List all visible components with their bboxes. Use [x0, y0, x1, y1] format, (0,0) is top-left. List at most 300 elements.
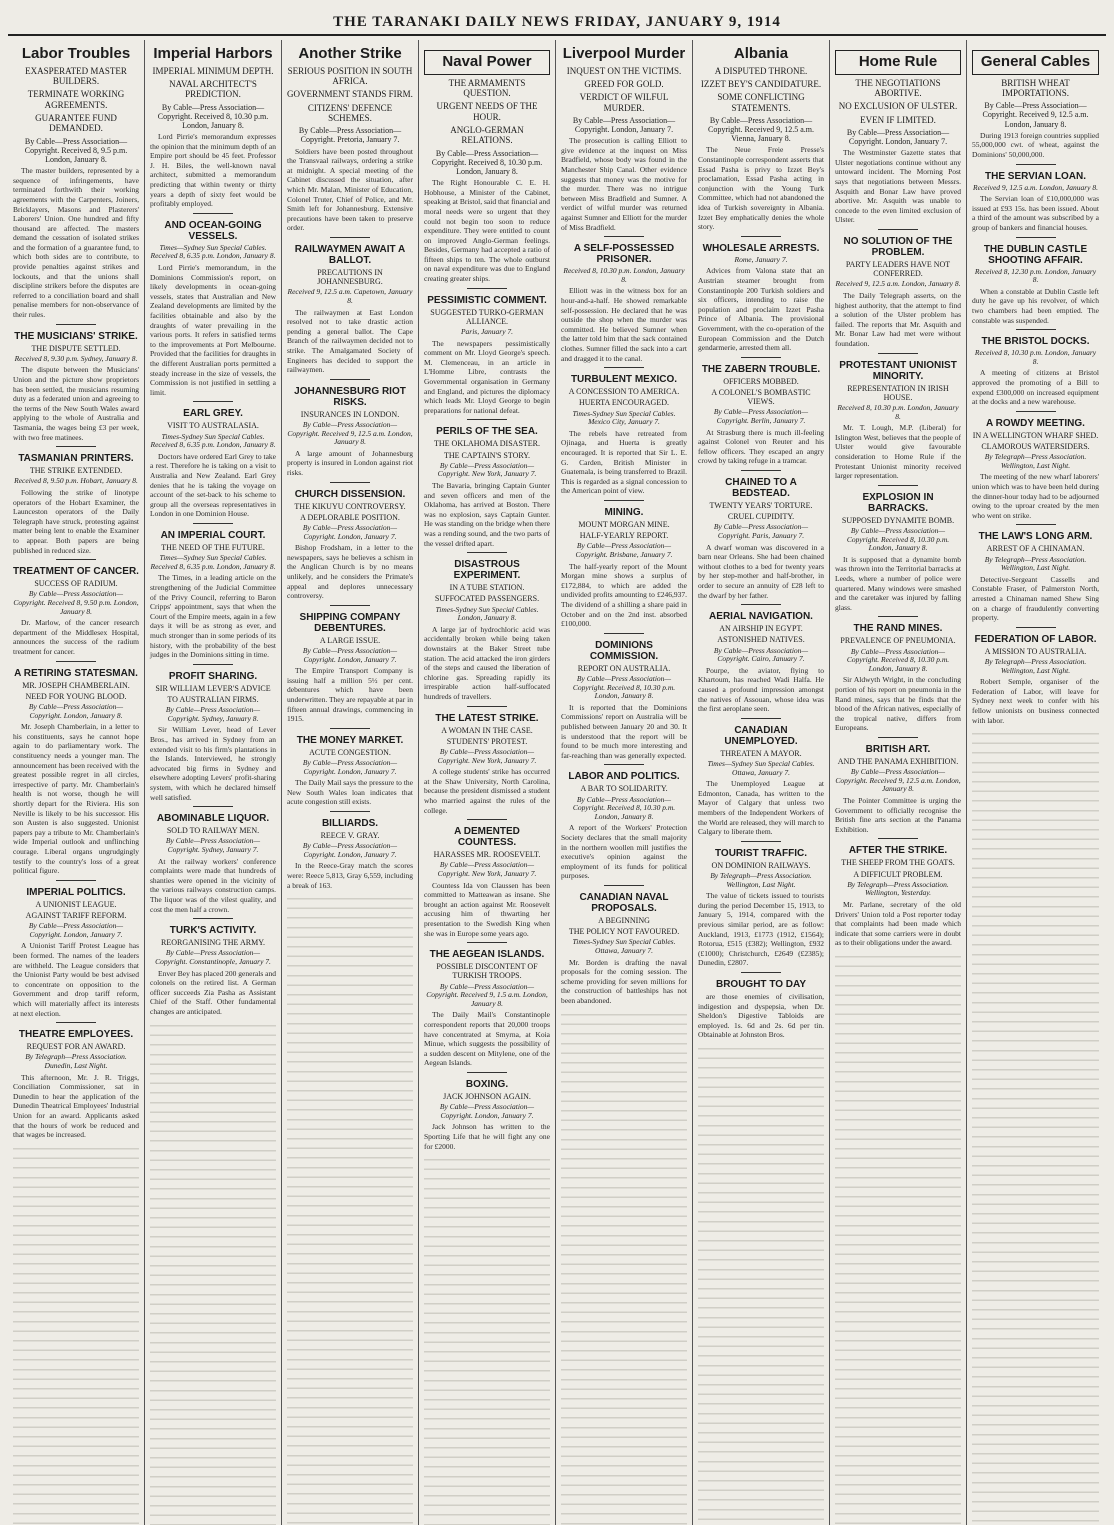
separator-rule	[878, 616, 918, 617]
story-body: Countess Ida von Claussen has been committed to Matteawan as insane. She brought an action against Mr. Roosevelt accusing him of thwarting her presentation to the Swedish King when she was in Europe some years ago.	[424, 880, 550, 938]
story-headline: PROFIT SHARING.	[168, 670, 258, 682]
separator-rule	[1016, 164, 1056, 165]
story-body: Sir Aldwyth Wright, in the concluding portion of his report on pneumonia in the Rand mines, says that he finds that the blood of the African natives, especially of the tropical native, differs from Europeans.	[835, 675, 961, 733]
story	[698, 718, 824, 837]
story-subhead: REPRESENTATION IN IRISH HOUSE.	[847, 383, 949, 402]
story	[835, 838, 961, 948]
separator-rule	[467, 942, 507, 943]
separator-rule	[467, 1072, 507, 1073]
article-body: The Westminster Gazette states that Ulster negotiations continue without any untoward incident. The Morning Post says that negotiations between Messrs. Asquith and Bonar Law have proved abortive. Mr. Asquith was unable to concede to the even limited exclusion of Ulster.	[835, 148, 961, 225]
article-body: The prosecution is calling Elliott to give evidence at the inquest on Miss Bradfield, whose body was found in the Manchester Ship Canal. Other evidence suggests that money was the motive for the murder. There was no intrigue between Miss Bradfield and Sumner. A verdict of wilful murder was returned against Sumner and Elliott for the murder of Miss Bradfield.	[561, 136, 687, 232]
story-body: Sir William Lever, head of Lever Bros., has arrived in Sydney from an extended visit to his firm's plantations in the Islands. Interviewed, he strongly advocated big firms in Sydney and elsewhere adopting Levers' profit-sharing system, with which he declared himself well satisfied.	[150, 725, 276, 802]
story-dateline: By Cable—Press Association—Copyright. London, January 7.	[302, 757, 398, 776]
column	[419, 40, 556, 1525]
masthead: THE TARANAKI DAILY NEWS FRIDAY, JANUARY 9, 1914	[333, 14, 781, 30]
story-dateline: By Cable—Press Association—Copyright. Received 8, 10.30 p.m. London, January 8.	[846, 646, 950, 673]
column-subtitle: NAVAL ARCHITECT'S PREDICTION.	[169, 78, 257, 100]
story-headline: ABOMINABLE LIQUOR.	[156, 813, 270, 825]
story-body: It is reported that the Dominions Commissions' report on Australia will be published between January 20 and 30. It is understood that the report will be found to be much more interesting and far-reaching than was generally expected.	[561, 702, 687, 760]
story	[150, 213, 276, 398]
story-body: Pourpe, the aviator, flying to Khartoum, has reached Wadi Halfa. He caused a profound impression amongst the natives of Assouan, whose idea was the first aeroplane seen.	[698, 665, 824, 714]
story-subhead: A DEPLORABLE POSITION.	[300, 512, 400, 522]
story-subhead: NEED FOR YOUNG BLOOD.	[25, 691, 127, 701]
column	[693, 40, 830, 1525]
story	[698, 236, 824, 353]
story-headline: AN IMPERIAL COURT.	[160, 530, 266, 541]
story-dateline: By Cable—Press Association—Copyright. Received 8, 10.30 p.m. London, January 8.	[572, 673, 676, 701]
story-subhead: A DIFFICULT PROBLEM.	[853, 869, 943, 879]
column-subtitle: CITIZENS' DEFENCE SCHEMES.	[307, 102, 393, 123]
column-subtitle: SERIOUS POSITION IN SOUTH AFRICA.	[287, 65, 413, 86]
story-headline: DISASTROUS EXPERIMENT.	[453, 559, 521, 582]
story-dateline: Received 8, 10.30 p.m. London, January 8.	[837, 402, 959, 421]
story-subhead: THE NEED OF THE FUTURE.	[161, 543, 265, 552]
story	[13, 324, 139, 443]
story	[424, 1072, 550, 1151]
story-subhead: THE POLICY NOT FAVOURED.	[568, 927, 680, 937]
continued-text-lines	[698, 1044, 824, 1525]
dateline: By Cable—Press Association—Copyright. Received 9, 12.5 a.m. Vienna, January 8.	[708, 115, 814, 144]
story-dateline: By Telegraph—Press Association. Wellington, Last Night.	[984, 452, 1087, 470]
story-body: are those enemies of civilisation, indigestion and dyspepsia, when Dr. Sheldon's Digestive Tabloids are employed. 1s. 6d and 2s. 6d per tin. Obtainable at Johnston Bros.	[698, 991, 824, 1040]
separator-rule	[56, 324, 96, 325]
column-title: Another Strike	[298, 45, 402, 62]
story-body: Detective-Sergeant Cassells and Constable Fraser, of Palmerston North, arrested a Chinaman named Shew Sing on a charge of fraudulently converting property.	[972, 574, 1099, 623]
story-dateline: By Cable—Press Association—Copyright. New York, January 7.	[437, 860, 537, 878]
story-body: The Unemployed League at Edmonton, Canada, has written to the Mayor of Calgary that unless two members of the Independent Workers of the World are released, they will march to Calgary to liberate them.	[698, 779, 824, 837]
story-dateline: Received 8, 9.50 p.m. Hobart, January 8.	[14, 476, 138, 486]
story-body: A Unionist Tariff Protest League has been formed. The names of the leaders are withheld. The League considers that the Unionist Party would be best advised to concentrate on opposition to the Government and drop tariff reform, which will materially affect its interests at next election.	[13, 941, 139, 1018]
story-subhead: ARREST OF A CHINAMAN.	[986, 544, 1085, 554]
story-body: The Bavaria, bringing Captain Gunter and seven officers and men of the Oklahoma, has arrived at Boston. There was no explosion, says Captain Gunter. He was standing on the bridge when there was a rending sound, and the two parts of the vessel drifted apart.	[424, 481, 551, 548]
story-headline: BILLIARDS.	[321, 817, 379, 829]
story-headline: PESSIMISTIC COMMENT.	[427, 294, 547, 306]
article-body: The Neue Freie Presse's Constantinople correspondent asserts that Essad Pasha is privy to Izzet Bey's proclamation, Essad Pasha acting in conjunction with the Young Turk Committee, which had not abandoned the idea of Turkish sovereignty in Albania. Izzet Bey emphatically denies the whole story.	[698, 145, 824, 232]
story	[698, 841, 824, 968]
separator-rule	[467, 819, 507, 820]
story-body: The Times, in a leading article on the strengthening of the Judicial Committee of the Privy Council, referring to Baron Cripps' appointment, says that when the Court of the Empire meets, again in a few days it will be as strong as ever, and much stronger than in some periods of its history, with the probability of the best judges in the Dominions sitting in time.	[150, 573, 276, 660]
column	[556, 40, 693, 1525]
story-headline: NO SOLUTION OF THE PROBLEM.	[843, 236, 953, 258]
story-dateline: Paris, January 7.	[460, 327, 514, 337]
story-dateline: By Telegraph—Press Association. Wellington, Last Night.	[710, 870, 812, 889]
story	[972, 524, 1099, 622]
story-body: The Servian loan of £10,000,000 was issued at £93 15s. has been issued. About a third of the amount was subscribed by a group of bankers and financial houses.	[972, 194, 1099, 232]
story-dateline: By Cable—Press Association—Copyright. Berlin, January 7.	[713, 407, 809, 425]
story-body: The meeting of the new wharf laborers' union which was to have been held during the dinner-hour today had to be adjourned owing to the uproar created by the men who went on strike.	[972, 472, 1099, 520]
story	[287, 237, 413, 375]
column-subtitle: THE NEGOTIATIONS ABORTIVE.	[855, 77, 941, 98]
story-headline: BRITISH ART.	[865, 744, 931, 755]
story-headline: THE RAND MINES.	[853, 623, 943, 635]
separator-rule	[604, 633, 644, 634]
story-subhead: REECE V. GRAY.	[320, 830, 380, 840]
separator-rule	[741, 718, 781, 719]
story	[698, 972, 824, 1040]
story-dateline: Received 9, 12.5 a.m. London, January 8.	[973, 182, 1098, 192]
story-subhead: SUGGESTED TURKO-GERMAN ALLIANCE.	[430, 307, 544, 326]
story-body: A college students' strike has occurred at the Shaw University, North Carolina, because the president dismissed a student who married against the rules of the college.	[424, 767, 550, 815]
story-dateline: Received 8, 10.30 p.m. London, January 8.	[563, 266, 685, 284]
story-body: The rebels have retreated from Ojinaga, and Huerta is greatly encouraged. It is reported that Sir L. E. G. Carden, British Minister in Guatemala, is being transferred to Brazil. This is regarded as a signal concession to the American point of view.	[561, 428, 687, 496]
story-subhead: STUDENTS' PROTEST.	[446, 736, 528, 746]
separator-rule	[330, 811, 370, 812]
story-headline: EXPLOSION IN BARRACKS.	[862, 491, 934, 514]
story-headline: THE LAW'S LONG ARM.	[978, 531, 1093, 543]
story	[972, 237, 1099, 326]
story-dateline: By Cable—Press Association—Copyright. New York, January 7.	[437, 746, 537, 765]
separator-rule	[467, 288, 507, 289]
story	[698, 604, 824, 714]
story	[287, 811, 413, 890]
story-subhead: ASTONISHED NATIVES.	[717, 635, 805, 645]
story-subhead: INSURANCES IN LONDON.	[300, 409, 400, 419]
story-dateline: Times—Sydney Sun Special Cables. Received 8, 6.35 p.m. London, January 8.	[150, 242, 276, 261]
story	[13, 1022, 139, 1140]
separator-rule	[56, 880, 96, 881]
story-headline: TASMANIAN PRINTERS.	[18, 453, 134, 465]
story-subhead: THREATEN A MAYOR.	[720, 748, 802, 758]
story-headline: CANADIAN NAVAL PROPOSALS.	[579, 892, 669, 914]
story-headline: IMPERIAL POLITICS.	[26, 886, 126, 898]
continued-text-lines	[424, 1155, 550, 1525]
column-subtitle: EVEN IF LIMITED.	[860, 114, 936, 125]
story-body: A large jar of hydrochloric acid was accidentally broken while being taken downstairs at the Baker Street tube station. The acid attacked the iron girders of the steps and caused the liberation of chlorine gas. Spreading rapidly its irrespirable action half-suffocated hundreds of travellers.	[424, 624, 550, 701]
separator-rule	[330, 605, 370, 606]
separator-rule	[467, 706, 507, 707]
story-dateline: By Cable—Press Association—Copyright. Brisbane, January 7.	[575, 541, 673, 559]
story-dateline: Received 9, 12.5 a.m. Capetown, January 8.	[287, 287, 413, 305]
story-subhead: HARASSES MR. ROOSEVELT.	[433, 850, 541, 860]
story-subhead: TWENTY YEARS' TORTURE.	[709, 500, 813, 510]
column	[8, 40, 145, 1525]
story-subhead: PRECAUTIONS IN JOHANNESBURG.	[317, 267, 383, 287]
story-body: A meeting of citizens at Bristol approved the promoting of a Bill to expend £300,000 on increased equipment at the docks and a new warehouse.	[972, 368, 1099, 407]
column-subtitle: SOME CONFLICTING STATEMENTS.	[717, 92, 805, 113]
story-headline: SHIPPING COMPANY DEBENTURES.	[299, 611, 401, 634]
continued-text-lines	[150, 1021, 276, 1525]
story	[835, 485, 961, 613]
story	[972, 329, 1099, 407]
story-subhead: MOUNT MORGAN MINE.	[578, 519, 670, 529]
story-body: Jack Johnson has written to the Sporting Life that he will fight any one for £2000.	[424, 1122, 550, 1151]
story-body: Dr. Marlow, of the cancer research department of the Middlesex Hospital, announces the success of the radium treatment for cancer.	[13, 618, 139, 656]
separator-rule	[330, 237, 370, 238]
story-subhead: REORGANISING THE ARMY.	[161, 938, 265, 948]
column-subtitle: INQUEST ON THE VICTIMS.	[566, 65, 682, 76]
story-headline: CHURCH DISSENSION.	[294, 488, 406, 500]
story	[561, 500, 687, 629]
story-subhead: JACK JOHNSON AGAIN.	[443, 1091, 531, 1101]
story-dateline: By Telegraph—Press Association. Wellington, Last Night.	[984, 656, 1087, 675]
story-dateline: By Cable—Press Association—Copyright. Received 8, 9.50 p.m. London, January 8.	[13, 589, 139, 616]
story-body: The Empire Transport Company is issuing half a million 5½ per cent. debentures which have been underwritten. They are repayable at par in fifteen annual drawings, commencing in 1915.	[287, 666, 413, 724]
story-dateline: Times—Sydney Sun Special Cables. Received 8, 6.35 p.m. London, January 8.	[150, 553, 276, 571]
story	[424, 819, 550, 938]
separator-rule	[193, 806, 233, 807]
story-subhead: IN A TUBE STATION.	[449, 583, 525, 593]
story-body: Mr. T. Lough, M.P. (Liberal) for Islington West, believes that the people of Ulster would give favourable consideration to Home Rule if the Protestant Unionist minority received larger representation.	[835, 423, 961, 481]
column-subtitle: NO EXCLUSION OF ULSTER.	[838, 101, 958, 112]
story-headline: A RETIRING STATESMAN.	[14, 667, 138, 679]
dateline: By Cable—Press Association—Copyright. London, January 7.	[572, 115, 676, 135]
story-subhead: VISIT TO AUSTRALASIA.	[167, 421, 259, 431]
separator-rule	[741, 604, 781, 605]
story-body: The value of tickets issued to tourists during the period December 15, 1913, to January 5, 1914, compared with the previous similar period, are as follow: Auckland, 1913, £1773 (1912, £1564); Rotorua, £515 (£382); Wellington, £932 (£1000); Christchurch, £2649 (£2385); Dunedin, £2807.	[698, 891, 824, 968]
story-body: Bishop Frodsham, in a letter to the newspapers, says he believes a schism in the Anglican Church is by no means unlikely, and he considers the Primate's appeal and deplores unnecessary controversy.	[287, 543, 413, 601]
story-subhead: CLAMOROUS WATERSIDERS.	[981, 441, 1090, 451]
column	[967, 40, 1104, 1525]
separator-rule	[741, 236, 781, 237]
story-body: A large amount of Johannesburg property is insured in London against riot risks.	[287, 448, 413, 477]
story	[835, 616, 961, 733]
separator-rule	[878, 737, 918, 738]
story-dateline: By Cable—Press Association—Copyright. London, January 7.	[439, 1102, 535, 1120]
story-body: The newspapers pessimistically comment on Mr. Lloyd George's speech. M. Clemenceau, in an article in L'Homme Libre, contrasts the Governmental organisation in Germany and England, and pictures the diplomacy which leads Mr. Lloyd George to begin preparations for national defeat.	[424, 338, 550, 415]
story	[972, 164, 1099, 233]
story-headline: TOURIST TRAFFIC.	[714, 847, 808, 859]
continued-text-lines	[287, 894, 413, 1525]
story-dateline: Received 8, 12.30 p.m. London, January 8.	[974, 266, 1097, 285]
story-headline: THEATRE EMPLOYEES.	[18, 1029, 134, 1041]
story	[13, 880, 139, 1018]
story-dateline: By Cable—Press Association—Copyright. London, January 8.	[28, 701, 124, 720]
column-title: Liverpool Murder	[562, 45, 686, 62]
continued-text-lines	[972, 729, 1099, 1525]
story-body: The dispute between the Musicians' Union and the picture show proprietors has been settled, the musicians resuming duty as a federated union and agreeing to the terms of the New South Wales award applying to the whole of Australia and Tasmania, the wages being £3 per week, with two free matinees.	[13, 365, 139, 442]
story-body: A dwarf woman was discovered in a barn near Orleans. She had been chained without clothes to a bed for twenty years by her step-mother and half-brother, in order to secure an annuity of £28 left to the dwarf by her father.	[698, 542, 824, 600]
story-headline: FEDERATION OF LABOR.	[974, 633, 1097, 645]
story-dateline: By Cable—Press Association—Copyright. Received 9, 1.5 a.m. London, January 8.	[426, 981, 548, 1008]
story-dateline: By Cable—Press Association—Copyright. London, January 7.	[28, 921, 124, 939]
story-subhead: A MISSION TO AUSTRALIA.	[984, 646, 1087, 656]
article-body: During 1913 foreign countries supplied 55,000,000 cwt. of wheat, against the Dominions' 50,000,000.	[972, 130, 1099, 159]
story-dateline: By Cable—Press Association—Copyright. Paris, January 7.	[713, 522, 809, 540]
separator-rule	[330, 482, 370, 483]
story	[972, 411, 1099, 521]
story	[835, 737, 961, 834]
story	[150, 401, 276, 519]
separator-rule	[604, 500, 644, 501]
continued-text-lines	[835, 952, 961, 1525]
story	[287, 605, 413, 724]
story-subhead: A BAR TO SOLIDARITY.	[580, 784, 668, 794]
story-body: The railwaymen at East London resolved not to take drastic action pending a general ballot. The Cape Branch of the railwaymen decided not to strike. The Amalgamated Society of Engineers has decided to support the railwaymen.	[287, 307, 413, 375]
story-dateline: Received 8, 10.30 p.m. London, January 8.	[974, 348, 1097, 366]
story-headline: MINING.	[604, 506, 644, 518]
story-subhead: OFFICERS MOBBED.	[723, 376, 799, 386]
story-dateline: By Telegraph—Press Association. Wellington, Last Night.	[984, 554, 1087, 573]
story-headline: A DEMENTED COUNTESS.	[454, 826, 520, 849]
story-body: At the railway workers' conference complaints were made that hundreds of shanties were opened in the vicinity of the various railways construction camps. The liquor was of the vilest quality, and cost the men half a crown.	[150, 856, 276, 914]
story-dateline: Times-Sydney Sun Special Cables. Mexico City, January 7.	[572, 408, 676, 427]
story-headline: PROTESTANT UNIONIST MINORITY.	[839, 359, 957, 382]
story	[835, 229, 961, 349]
story-subhead: A COLONEL'S BOMBASTIC VIEWS.	[711, 387, 811, 407]
dateline: By Cable—Press Association—Copyright. Received 8, 10.30 p.m. London, January 8.	[431, 148, 543, 176]
separator-rule	[56, 1022, 96, 1023]
story-headline: BOXING.	[465, 1078, 509, 1090]
column-title: Naval Power	[424, 50, 550, 75]
story-subhead: A BEGINNING	[598, 916, 650, 925]
story-headline: LABOR AND POLITICS.	[568, 771, 680, 783]
column-title: Albania	[733, 45, 789, 62]
separator-rule	[193, 213, 233, 214]
story-subhead: THE KIKUYU CONTROVERSY.	[294, 501, 406, 511]
story-subhead: SUFFOCATED PASSENGERS.	[434, 594, 540, 604]
story-body: Robert Semple, organiser of the Federation of Labor, will leave for Sydney next week to confer with his fellow unionists on business connected with labor.	[972, 677, 1099, 725]
dateline: By Cable—Press Association—Copyright. Received 8, 10.30 p.m. London, January 8.	[157, 102, 269, 130]
separator-rule	[330, 379, 370, 380]
story-dateline: Times-Sydney Sun Special Cables. Ottawa, January 7.	[572, 937, 676, 955]
story	[424, 942, 550, 1068]
story-dateline: Received 8, 9.30 p.m. Sydney, January 8.	[14, 353, 138, 363]
story-dateline: By Cable—Press Association—Copyright. Cairo, January 7.	[713, 645, 809, 664]
separator-rule	[467, 419, 507, 420]
separator-rule	[604, 885, 644, 886]
story-dateline: By Telegraph—Press Association. Dunedin, Last Night.	[25, 1052, 127, 1070]
story-dateline: By Cable—Press Association—Copyright. New York, January 7.	[437, 460, 537, 479]
column-subtitle: THE ARMAMENTS QUESTION.	[448, 77, 526, 98]
story	[13, 661, 139, 876]
separator-rule	[741, 972, 781, 973]
story-body: Following the strike of linotype operators of the Hobart Examiner, the Launceston operators of the Daily Telegraph have struck, protesting against matter being lent to enable the Examiner to appear. Both papers are being published in reduced size.	[13, 488, 139, 555]
story	[561, 764, 687, 881]
story-subhead: AGAINST TARIFF REFORM.	[25, 910, 127, 920]
column-subtitle: ANGLO-GERMAN RELATIONS.	[450, 124, 524, 146]
continued-text-lines	[13, 1144, 139, 1525]
story	[698, 470, 824, 600]
story	[424, 288, 550, 416]
separator-rule	[1016, 627, 1056, 628]
story-headline: A SELF-POSSESSED PRISONER.	[573, 243, 675, 266]
column	[830, 40, 967, 1525]
story	[287, 482, 413, 601]
story-dateline: By Cable—Press Association—Copyright. Received 9, 12.5 a.m. London, January 8.	[287, 419, 413, 447]
story-dateline: Times-Sydney Sun Special Cables. London, January 8.	[435, 604, 539, 623]
column-subtitle: URGENT NEEDS OF THE HOUR.	[436, 101, 538, 122]
article-body: The master builders, represented by a sequence of infringements, have terminated forthwith their working agreements with the Carpenters, Joiners, Bricklayers, Masons and Plasterers' Laborers' Union. One hundred and fifty thousand are affected. The masters demand the cessation of isolated strikes and the formation of a guarantee fund, to which both sides are to contribute, to provide penalties against strikes and lockouts, and that the unions shall discipline strikers before the disputes are referred to a conciliation board and shall penalise members for non-observance of their rules.	[13, 166, 139, 320]
story-subhead: HUERTA ENCOURAGED.	[579, 398, 669, 408]
column-title: Home Rule	[835, 50, 961, 75]
article-body: Lord Pirrie's memorandum expresses the opinion that the minimum depth of an Empire port should be 45 feet. Professor J. H. Biles, the well-known naval architect, submitted a memorandum predicting that within twenty or thirty years a depth of sixty feet would be profitably employed.	[150, 132, 276, 209]
story-body: The Pointer Committee is urging the Government to officially recognise the British fine arts section at the Panama Exhibition.	[835, 796, 961, 834]
story-body: At Strasburg there is much ill-feeling against Colonel von Reuter and his fellow officers. They escaped an angry crowd by taking refuge in a tramcar.	[698, 427, 824, 466]
story	[561, 236, 687, 363]
story-body: This afternoon, Mr. J. R. Triggs, Conciliation Commissioner, sat in Dunedin to hear the application of the Dunedin Theatrical Employees' Industrial Union for an award. Applicants asked that the hours of work be reduced and that wages be increased.	[13, 1072, 139, 1140]
column-title: General Cables	[972, 50, 1099, 75]
story-subhead: PARTY LEADERS HAVE NOT CONFERRED.	[845, 260, 951, 279]
story-headline: JOHANNESBURG RIOT RISKS.	[294, 385, 406, 408]
story-subhead: SIR WILLIAM LEVER'S ADVICE	[155, 683, 271, 693]
story	[150, 806, 276, 914]
story-body: Lord Pirrie's memorandum, in the Dominions Commission's report, on likely developments in ocean-going vessels, states that Australian and New Zealand developments are limited by the facilities obtainable and also by the draughts of water prevailing in the various ports. It refers in satisfied terms to the improvements at Port Melbourne. Provided that the facilities for draughts in the different Australian ports permitted a steady increase in the size of vessels, the Commission is not justified in settling a limit.	[150, 263, 276, 397]
separator-rule	[878, 229, 918, 230]
story-subhead: A LARGE ISSUE.	[319, 635, 381, 645]
story-headline: THE SERVIAN LOAN.	[985, 170, 1086, 182]
story-subhead: SUCCESS OF RADIUM.	[34, 579, 118, 589]
story-subhead: SUPPOSED DYNAMITE BOMB.	[841, 515, 955, 525]
story-dateline: By Cable—Press Association—Copyright. Constantinople, January 7.	[155, 948, 271, 966]
separator-rule	[1016, 237, 1056, 238]
story-headline: AND OCEAN-GOING VESSELS.	[164, 219, 262, 242]
story-headline: BROUGHT TO DAY	[715, 978, 806, 990]
story	[287, 379, 413, 478]
separator-rule	[604, 764, 644, 765]
story	[972, 627, 1099, 725]
story-headline: AFTER THE STRIKE.	[848, 845, 948, 857]
story-body: A report of the Workers' Protection Society declares that the small majority in the northern woollen mill justifies the executive's opinion against the employment of its funds for political purposes.	[561, 823, 687, 881]
story-dateline: By Telegraph—Press Association. Wellington, Yesterday.	[847, 879, 949, 898]
story-body: It is supposed that a dynamite bomb was thrown into the Territorial barracks at Leeds, where a number of police were quartered. Many windows were smashed and the caretaker was injured by falling glass.	[835, 554, 961, 612]
story	[287, 728, 413, 807]
story	[698, 357, 824, 466]
story-body: The half-yearly report of the Mount Morgan mine shows a surplus of £172,884, to which are added the undivided profits amounting to £246,937. The dividend of a shilling a share paid in October and on the 2nd inst. absorbed £100,000.	[561, 561, 687, 629]
column-subtitle: TERMINATE WORKING AGREEMENTS.	[27, 89, 125, 110]
separator-rule	[193, 523, 233, 524]
story-subhead: AND THE PANAMA EXHIBITION.	[837, 757, 959, 766]
separator-rule	[1016, 411, 1056, 412]
separator-rule	[878, 485, 918, 486]
story-headline: CHAINED TO A BEDSTEAD.	[725, 476, 797, 499]
separator-rule	[741, 357, 781, 358]
story	[13, 559, 139, 656]
story-dateline: By Cable—Press Association—Copyright. Received 9, 12.5 a.m. London, January 8.	[835, 767, 961, 794]
separator-rule	[56, 661, 96, 662]
separator-rule	[56, 446, 96, 447]
story-body: Elliott was in the witness box for an hour-and-a-half. He showed remarkable self-possession. He declared that he was outside the shop when the murder was committed. He believed Sumner when the latter told him that the sack contained clothes. Sumner filled the sack into a cart and dragged it to the canal.	[561, 286, 687, 363]
story-headline: AERIAL NAVIGATION.	[709, 611, 813, 623]
column-title: Imperial Harbors	[153, 45, 273, 62]
story-subhead: IN A WELLINGTON WHARF SHED.	[972, 430, 1099, 440]
column-subtitle: VERDICT OF WILFUL MURDER.	[579, 92, 669, 113]
column-title: Labor Troubles	[21, 45, 131, 62]
story-dateline: By Cable—Press Association—Copyright. Sydney, January 7.	[165, 836, 261, 854]
dateline: By Cable—Press Association—Copyright. Pretoria, January 7.	[298, 126, 402, 145]
story-dateline: By Cable—Press Association—Copyright. London, January 7.	[302, 841, 398, 859]
story-dateline: Times-Sydney Sun Special Cables. Received 8, 6.35 p.m. London, January 8.	[150, 431, 276, 450]
story-headline: THE BRISTOL DOCKS.	[981, 336, 1090, 348]
story	[424, 419, 550, 548]
story-headline: DOMINIONS COMMISSION.	[589, 639, 659, 662]
column-subtitle: GREED FOR GOLD.	[584, 78, 664, 89]
separator-rule	[56, 559, 96, 560]
story-body: Mr. Borden is drafting the naval proposals for the coming session. The scheme providing for seven millions for the construction of battleships has not been abandoned.	[561, 957, 687, 1005]
column-subtitle: IMPERIAL MINIMUM DEPTH.	[152, 65, 274, 76]
column-subtitle: GOVERNMENT STANDS FIRM.	[287, 89, 413, 100]
story-body: Mr. Parlane, secretary of the old Drivers' Union told a Post reporter today that complaints had been made which indicate that some carriers were in doubt as to their obligations under the award.	[835, 900, 961, 948]
masthead-rule	[8, 34, 1106, 36]
story-headline: EARL GREY.	[183, 408, 243, 420]
separator-rule	[604, 236, 644, 237]
story-body: Advices from Valona state that an Austrian steamer brought from Constantinople 200 Turkish soldiers and six officers, intending to raise the population and proclaim Izzet Pasha Prince of Albania. The provisional Government, with the co-operation of the European Commission and the Dutch gendarmerie, arrested them all.	[698, 266, 824, 353]
story-subhead: A CONCESSION TO AMERICA.	[568, 387, 680, 397]
separator-rule	[193, 918, 233, 919]
story-body: Mr. Joseph Chamberlain, in a letter to his constituents, says he cannot hope again to do parliamentary work. The constituency needs a younger man. The announcement has been received with the greatest possible regret in all circles, irrespective of party. Mr. Chamberlain's health is not worse, though he will shortly depart for the Riviera. His son Neville is likely to be his successor. His son Austen is also suggested. Unionist papers pay a tribute to Mr. Chamberlain's wide Imperial outlook and unflinching courage. Liberal organs ungrudgingly testify to the country's loss of a great political figure.	[13, 722, 139, 876]
story-subhead: TO AUSTRALIAN FIRMS.	[167, 694, 259, 704]
story-body: The Daily Mail's Constantinople correspondent reports that 20,000 troops have concentrated at Smyrna, at Koia Minue, which suggests the possibility of a sudden descent on Mitylene, one of the Aegean Islands.	[424, 1010, 550, 1068]
story-subhead: CRUEL CUPIDITY.	[727, 512, 795, 522]
story-subhead: REPORT ON AUSTRALIA.	[577, 663, 671, 673]
story-headline: THE MONEY MARKET.	[296, 734, 404, 746]
article-body: Soldiers have been posted throughout the Transvaal railways, ordering a strike at midnight. A special meeting of the Cabinet discussed the situation, after which Mr. Malan, Minister of Education, Colonel Truter, Chief of Police, and Mr. Smith left for Johannesburg. Extensive precautions have been taken to preserve order.	[287, 146, 413, 233]
story-dateline: By Cable—Press Association—Copyright. London, January 7.	[302, 645, 398, 664]
story	[13, 446, 139, 555]
separator-rule	[878, 838, 918, 839]
story-dateline: Rome, January 7.	[734, 254, 788, 264]
separator-rule	[878, 353, 918, 354]
story-subhead: ACUTE CONGESTION.	[309, 747, 391, 757]
